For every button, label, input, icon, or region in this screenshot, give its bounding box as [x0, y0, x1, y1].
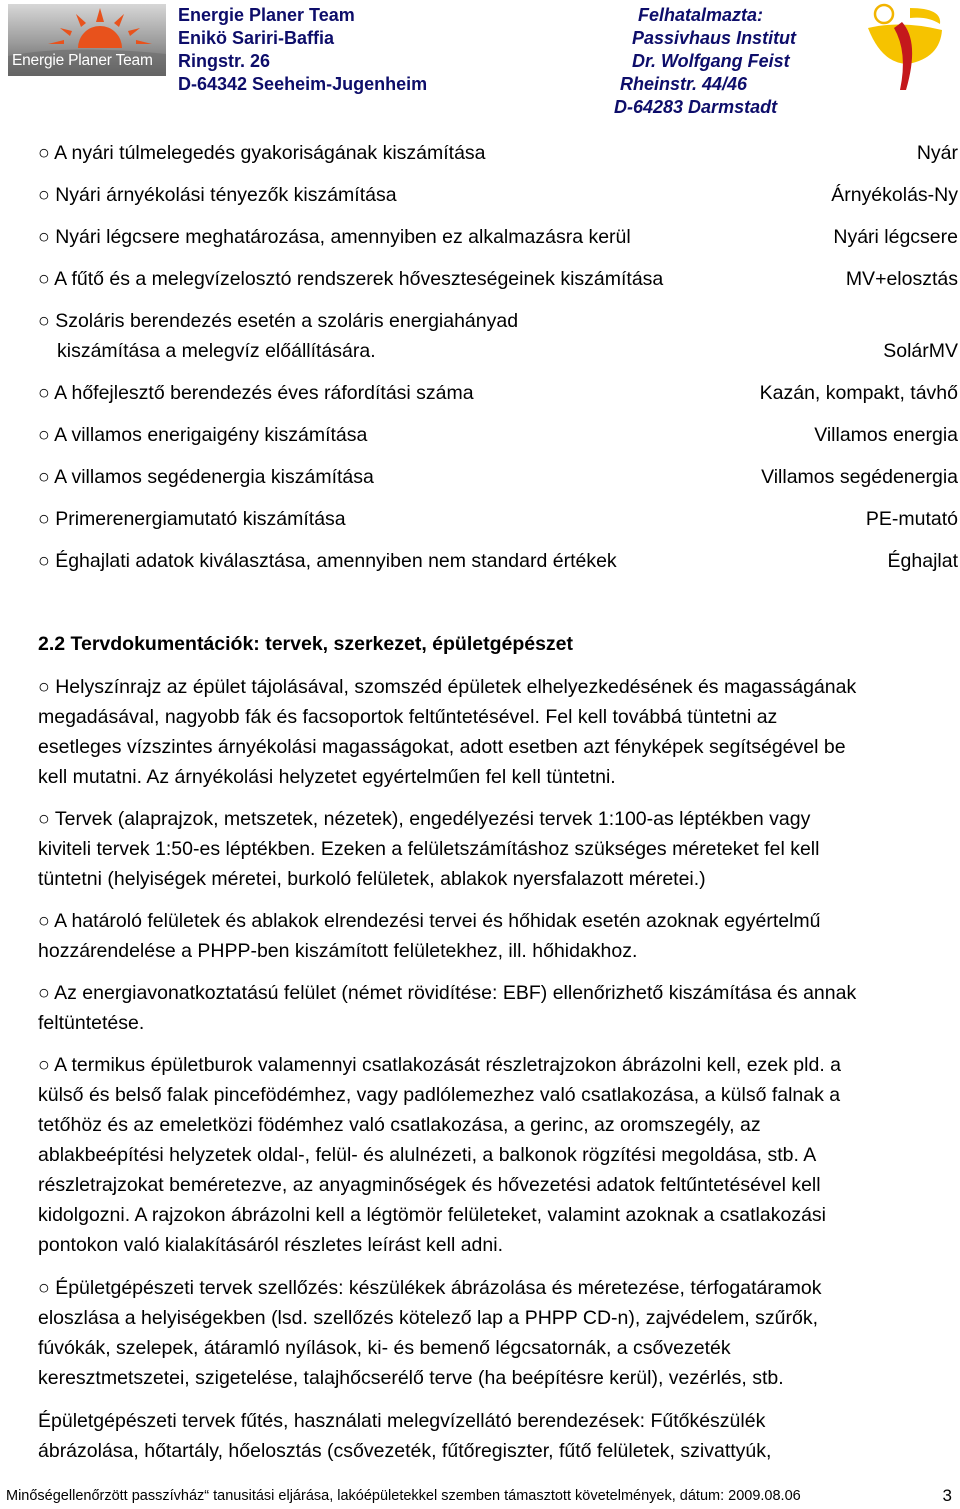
paragraph-line: hozzárendelése a PHPP-ben kiszámított felületekhez, ill. hőhidakhoz. — [38, 940, 638, 962]
page-number: 3 — [942, 1486, 952, 1505]
paragraph-line: ○ Az energiavonatkoztatású felület (német rövidítése: EBF) ellenőrizhető kiszámítása és annak — [38, 982, 857, 1004]
paragraph-line: kidolgozni. A rajzokon ábrázolni kell a légtömör felületeket, valamint azoknak a csatlakozási — [38, 1204, 827, 1226]
paragraph-line: ○ Helyszínrajz az épület tájolásával, szomszéd épületek elhelyezkedésének és magasságának — [38, 676, 857, 698]
paragraph-details — [38, 1050, 954, 1260]
calc-item-label: ○ Szoláris berendezés esetén a szoláris energiahányad — [38, 310, 519, 332]
paragraph-line: ○ Épületgépészeti tervek szellőzés: készülékek ábrázolása és méretezése, térfogatáramok — [38, 1277, 822, 1299]
passivhaus-institut-logo-icon — [862, 2, 946, 92]
section-title: 2.2 Tervdokumentációk: tervek, szerkezet, épületgépészet — [38, 633, 574, 655]
paragraph-line: ablakbeépítési helyzetek oldal-, felül- és alulnézeti, a balkonok rögzítési megoldása, stb. A — [38, 1144, 817, 1166]
address-line: Enikö Sariri-Baffia — [178, 28, 335, 48]
address-line: Ringstr. 26 — [178, 51, 271, 71]
paragraph-line: Épületgépészeti tervek fűtés, használati melegvízellátó berendezések: Fűtőkészülék — [38, 1410, 766, 1432]
paragraph-line: ○ A termikus épületburok valamennyi csatlakozását részletrajzokon ábrázolni kell, ezek pld. a — [38, 1054, 842, 1076]
authorizer-address — [614, 4, 796, 119]
address-line: Energie Planer Team — [178, 5, 355, 25]
calc-item-label-continued: kiszámítása a melegvíz előállítására. — [57, 340, 376, 362]
paragraph-line: tüntetni (helyiségek méretei, burkoló felületek, ablakok nyersfalazott méretei.) — [38, 868, 706, 890]
paragraph-ventilation — [38, 1273, 954, 1393]
calc-item-sheet: Éghajlat — [887, 550, 958, 572]
address-line: D-64283 Darmstadt — [614, 97, 778, 117]
paragraph-envelope — [38, 906, 954, 966]
paragraph-line: kiviteli tervek 1:50-es léptékben. Ezeken a felületszámításhoz szükséges méreteket fel kell — [38, 838, 820, 860]
paragraph-line: ○ Tervek (alaprajzok, metszetek, nézetek), engedélyezési tervek 1:100-as léptékben vagy — [38, 808, 811, 830]
calc-item-sheet: Nyári légcsere — [833, 226, 958, 248]
paragraph-line: fúvókák, szelepek, átáramló nyílások, ki- és bemenő légcsatornák, a csővezeték — [38, 1337, 731, 1359]
paragraph-line: eloszlása a helyiségekben (lsd. szellőzés kötelező lap a PHPP CD-n), zajvédelem, szűrők, — [38, 1307, 819, 1329]
paragraph-energy-area — [38, 978, 954, 1038]
paragraph-line: ábrázolása, hőtartály, hőelosztás (csővezeték, fűtőregiszter, fűtő felületek, szivattyúk, — [38, 1440, 772, 1462]
footer-text: Minőségellenőrzött passzívház“ tanusitási eljárása, lakóépületekkel szemben támasztott követelmények, dátum: 2009.08.06 — [6, 1488, 801, 1504]
calc-item-label: ○ Nyári árnyékolási tényezők kiszámítása — [38, 184, 397, 206]
calc-item-label: ○ A villamos enerigaigény kiszámítása — [38, 424, 368, 446]
paragraph-line: keresztmetszetei, szigetelése, talajhőcserélő terve (ha beépítésre kerül), vezérlés, stb. — [38, 1367, 784, 1389]
address-line: Rheinstr. 44/46 — [620, 74, 748, 94]
calc-item-sheet: PE-mutató — [865, 508, 958, 530]
calc-item-label: ○ Éghajlati adatok kiválasztása, amennyiben nem standard értékek — [38, 550, 617, 572]
calc-item-sheet: Nyár — [916, 142, 958, 164]
paragraph-site-plan — [38, 672, 954, 792]
calc-item-sheet: Villamos segédenergia — [761, 466, 958, 488]
address-line: D-64342 Seeheim-Jugenheim — [178, 74, 428, 94]
paragraph-line: pontokon való kialakításáról részletes leírást kell adni. — [38, 1234, 503, 1256]
paragraph-line: esetleges vízszintes árnyékolási magasságokat, adott esetben azt fényképek segítségével be — [38, 736, 846, 758]
calc-item-sheet: Kazán, kompakt, távhő — [759, 382, 958, 404]
calc-item-label: ○ A fűtő és a melegvízelosztó rendszerek hőveszteségeinek kiszámítása — [38, 268, 664, 290]
calc-item-sheet: Villamos energia — [814, 424, 958, 446]
calc-item-label: ○ Nyári légcsere meghatározása, amennyiben ez alkalmazásra kerül — [38, 226, 631, 248]
calc-item-label: ○ A nyári túlmelegedés gyakoriságának kiszámítása — [38, 142, 486, 164]
logo-brand-text: Energie Planer Team — [12, 52, 153, 69]
paragraph-line: megadásával, nagyobb fák és facsoportok feltűntetésével. Fel kell továbbá tüntetni az — [38, 706, 778, 728]
paragraph-plans — [38, 804, 954, 894]
paragraph-line: tetőhöz és az emeletközi födémhez való csatlakozása, a gerinc, az oromszegély, az — [38, 1114, 761, 1136]
address-line: Dr. Wolfgang Feist — [632, 51, 790, 71]
paragraph-line: feltüntetése. — [38, 1012, 145, 1034]
calc-item-label: ○ A villamos segédenergia kiszámítása — [38, 466, 374, 488]
paragraph-line: részletrajzokat beméretezve, az anyagminőségek és hővezetési adatok feltűntetésével kell — [38, 1174, 821, 1196]
paragraph-heating — [38, 1406, 954, 1466]
paragraph-line: kell mutatni. Az árnyékolási helyzetet egyértelműen fel kell tüntetni. — [38, 766, 616, 788]
sender-address — [178, 4, 427, 96]
calc-item-sheet: MV+elosztás — [845, 268, 958, 290]
calc-item — [38, 306, 958, 366]
address-line: Felhatalmazta: — [638, 5, 764, 25]
calc-item-sheet: Árnyékolás-Ny — [831, 184, 958, 206]
energie-planer-logo — [8, 4, 166, 76]
paragraph-line: külső és belső falak pincefödémhez, vagy padlólemezhez való csatlakozása, a külső falnak a — [38, 1084, 841, 1106]
paragraph-line: ○ A határoló felületek és ablakok elrendezési tervei és hőhidak esetén azoknak egyértelmű — [38, 910, 821, 932]
calc-item-label: ○ Primerenergiamutató kiszámítása — [38, 508, 346, 530]
calc-item-sheet: SolárMV — [883, 340, 958, 362]
address-line: Passivhaus Institut — [632, 28, 797, 48]
calc-item-label: ○ A hőfejlesztő berendezés éves ráfordítási száma — [38, 382, 474, 404]
